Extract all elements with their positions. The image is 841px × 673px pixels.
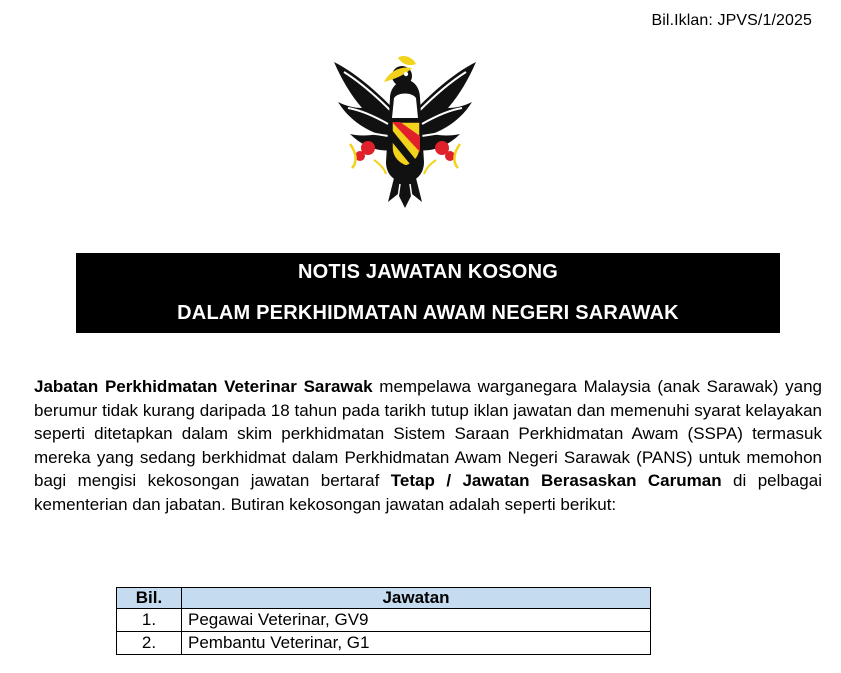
- table-header-row: [117, 588, 651, 609]
- vacancy-table: [116, 587, 651, 655]
- table-row: [117, 632, 651, 655]
- row-post: Pembantu Veterinar, G1: [182, 632, 651, 655]
- advert-reference: Bil.Iklan: JPVS/1/2025: [651, 12, 812, 29]
- department-name: Jabatan Perkhidmatan Veterinar Sarawak: [34, 377, 373, 396]
- sarawak-crest-icon: [328, 52, 482, 210]
- row-number: 1.: [117, 609, 182, 632]
- header-jawatan: Jawatan: [182, 588, 651, 609]
- row-post: Pegawai Veterinar, GV9: [182, 609, 651, 632]
- banner-title: NOTIS JAWATAN KOSONG: [298, 261, 558, 283]
- post-status: Tetap / Jawatan Berasaskan Caruman: [390, 471, 722, 490]
- header-bil: Bil.: [117, 588, 182, 609]
- table-row: [117, 609, 651, 632]
- notice-banner: [76, 253, 780, 333]
- row-number: 2.: [117, 632, 182, 655]
- paragraph-text-2: di pelbagai kementerian dan jabatan. Butiran kekosongan jawatan adalah seperti berikut:: [34, 471, 822, 514]
- banner-subtitle: DALAM PERKHIDMATAN AWAM NEGERI SARAWAK: [177, 302, 679, 324]
- paragraph-text-1: mempelawa warganegara Malaysia (anak Sarawak) yang berumur tidak kurang daripada 18 tahun pada tarikh tutup iklan jawatan dan memenuhi syarat kelayakan seperti ditetapkan dalam skim perkhidmatan Sistem Saraan Perkhidmatan Awam (SSPA) termasuk mereka yang sedang berkhidmat dalam Perkhidmatan Awam Negeri Sarawak (PANS) untuk memohon bagi mengisi kekosongan jawatan bertaraf: [34, 377, 822, 490]
- notice-paragraph: [34, 375, 822, 516]
